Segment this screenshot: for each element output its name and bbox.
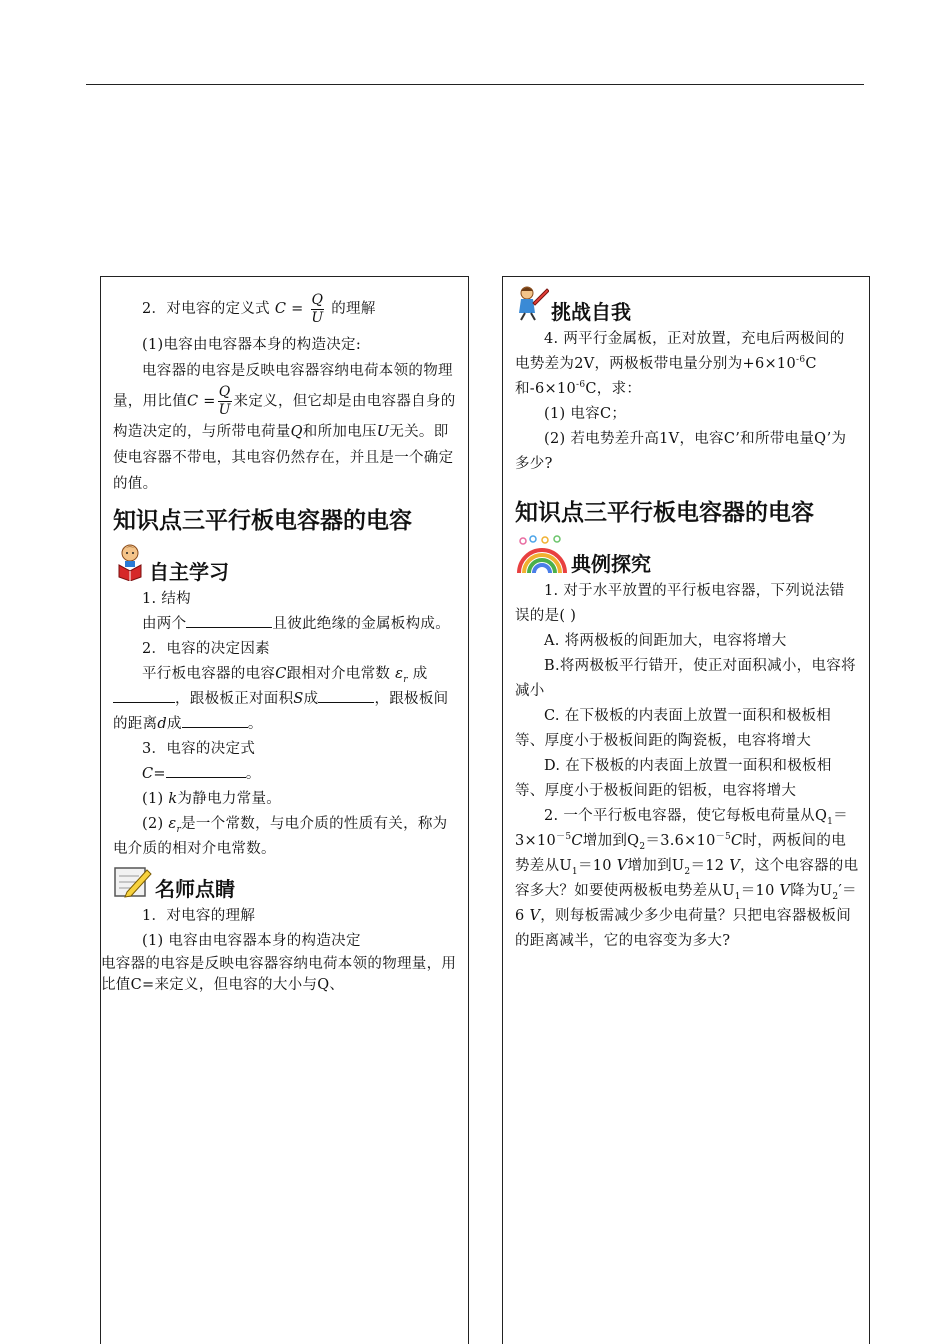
fill-in-blank[interactable]	[318, 688, 374, 703]
student-reading-icon	[113, 543, 147, 585]
definition-item: 2．对电容的定义式 C = $\frac{Q}{U}$ 的理解	[142, 291, 376, 326]
example-header: 典例探究	[515, 535, 859, 577]
fill-in-blank[interactable]	[186, 613, 272, 628]
fraction-q-over-u: $\frac{Q}{U}$	[311, 291, 324, 326]
section-heading: 知识点三平行板电容器的电容	[113, 508, 412, 534]
kid-with-pencil-icon	[515, 285, 549, 325]
teacher-notes-header: 名师点睛	[113, 866, 458, 902]
self-study-header: 自主学习	[113, 543, 458, 585]
fill-in-blank[interactable]	[182, 713, 248, 728]
right-column: 挑战自我 4. 两平行金属板，正对放置，充电后两极间的电势差为2V，两极板带电量分别为$+6\times 10^{-6}C$和$-6\times 10^{-6}C$，求： (1) 电容C； (2) 若电势差升高1V，电容C’和所带电量Q’为多少? 知识点三平行板电容器的电容 典例探究 1. 对于水平放置的平行板电容器，下列说法错误的是( ) A. 将两极板的间距加大，电容将增大 B.将两极板平行错开，使正对面积减小，电容将减小 C. 在下极板的内表面上放置一面积和极板相等、厚度小于极板间距的陶瓷板，电容将增大 D. 在下极板的内表面上放置一面积和极板相等、厚度小于极板间距的铝板，电容将增大 2. 一个平行板电容器，使它每板电荷量从$Q_1=3\times 10^{-5}C$增加到$Q_2=3.6\times 10^{-5}C$时，两板间的电势差从$U_1=10$ V增加到$U_2=12$ V，这个电容器的电容多大？如要使两极板电势差从$U_1=10$ V降为$U_2'=6$ V，则每板需减少多少电荷量？只把电容器极板间的距离减半，它的电容变为多大?	[502, 276, 870, 1344]
section-heading: 知识点三平行板电容器的电容	[515, 500, 814, 526]
left-column: 2．对电容的定义式 C = $\frac{Q}{U}$ 的理解 (1)电容由电容器本身的构造决定: 电容器的电容是反映电容器容纳电荷本领的物理量，用比值C = $\frac{Q}{U}$ 来定义，但它却是由电容器自身的构造决定的，与所带电荷量Q和所加电压U无关。即使电容器不带电，其电容仍然存在，并且是一个确定的值。 知识点三平行板电容器的电容 自主学习 1. 结构 由两个 且彼此绝缘的金属板构成。 2．电容的决定因素 平行板电容器的电容C跟相对介电常数 $\varepsilon_r$ 成，跟极板正对面积S成 ，跟极板间的距离d成 。 3．电容的决定式 C= 。 (1) k为静电力常量。 (2) $\varepsilon_r$是一个常数，与电介质的性质有关，称为电介质的相对介电常数。 名师点睛 1．对电容的理解 (1) 电容由电容器本身的构造决定 电容器的电容是反映电容器容纳电荷本领的物理量，用比值C=来定义，但电容的大小与Q、	[100, 276, 469, 1344]
rainbow-icon	[515, 535, 569, 577]
capacitance-explanation: 电容器的电容是反映电容器容纳电荷本领的物理量，用比值C = $\frac{Q}{U}$ 来定义，但它却是由电容器自身的构造决定的，与所带电荷量Q和所加电压U无关。即使电容器不带电，其电容仍然存在，并且是一个确定的值。	[113, 363, 456, 492]
challenge-header: 挑战自我	[515, 285, 859, 325]
notepad-pencil-icon	[113, 866, 153, 902]
header-rule	[86, 84, 864, 85]
fill-in-blank[interactable]	[113, 688, 175, 703]
fraction-q-over-u: $\frac{Q}{U}$	[218, 384, 231, 418]
sub-point-1: (1)电容由电容器本身的构造决定:	[142, 337, 362, 353]
fill-in-blank[interactable]	[166, 763, 246, 778]
